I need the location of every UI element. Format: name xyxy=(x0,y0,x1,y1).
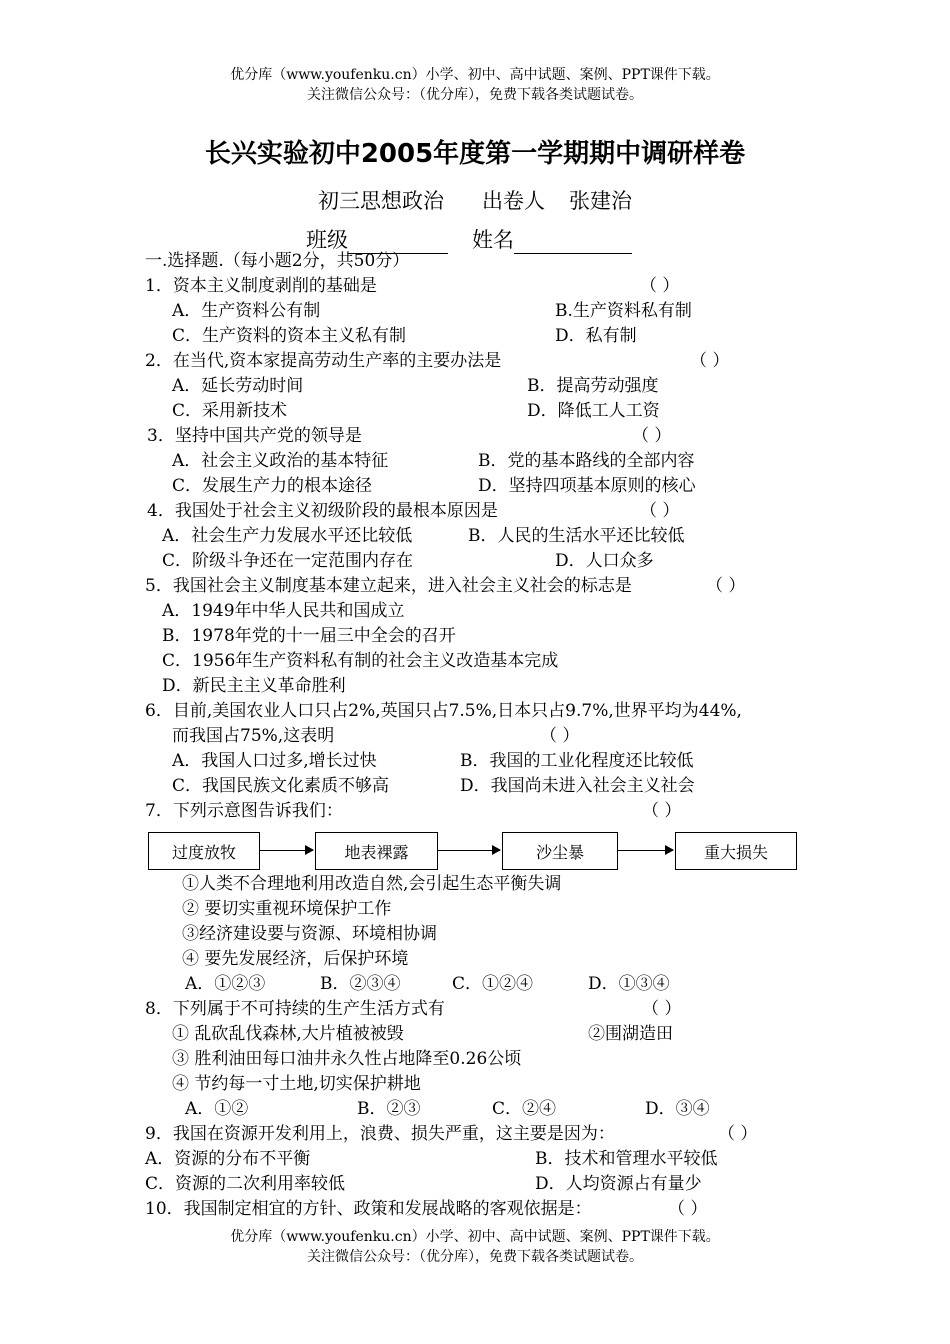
option: A．1949年中华人民共和国成立 xyxy=(162,601,405,621)
option: D．新民主主义革命胜利 xyxy=(162,676,346,696)
option: C．资源的二次利用率较低 xyxy=(145,1174,346,1194)
author-label: 出卷人 xyxy=(482,189,545,213)
option: D．③④ xyxy=(645,1099,710,1119)
statement-item: ③ 胜利油田每口油井永久性占地降至0.26公顷 xyxy=(172,1049,522,1069)
statement-item: ④ 要先发展经济，后保护环境 xyxy=(182,949,409,969)
option: D．人口众多 xyxy=(555,551,654,571)
question-stem: 7．下列示意图告诉我们： xyxy=(145,801,343,821)
answer-paren[interactable]: （ ） xyxy=(640,276,680,296)
option: C．1956年生产资料私有制的社会主义改造基本完成 xyxy=(162,651,559,671)
option: B.生产资料私有制 xyxy=(555,301,692,321)
answer-paren[interactable]: （ ） xyxy=(668,1199,708,1219)
option: B．技术和管理水平较低 xyxy=(535,1149,718,1169)
flow-box: 过度放牧 xyxy=(148,832,260,870)
question-stem: 8．下列属于不可持续的生产生活方式有 xyxy=(145,999,445,1019)
option: D．坚持四项基本原则的核心 xyxy=(478,476,696,496)
option: C．发展生产力的根本途径 xyxy=(172,476,373,496)
statement-item: ④ 节约每一寸土地,切实保护耕地 xyxy=(172,1074,421,1094)
option: C．采用新技术 xyxy=(172,401,288,421)
section-heading: 一.选择题.（每小题2分，共50分） xyxy=(145,251,410,271)
option: A．生产资料公有制 xyxy=(172,301,321,321)
question-stem: 2．在当代,资本家提高劳动生产率的主要办法是 xyxy=(145,351,502,371)
answer-paren[interactable]: （ ） xyxy=(642,801,682,821)
option: D．私有制 xyxy=(555,326,637,346)
option: B．提高劳动强度 xyxy=(527,376,659,396)
option: B．我国的工业化程度还比较低 xyxy=(460,751,694,771)
class-label: 班级 xyxy=(306,228,348,252)
answer-paren[interactable]: （ ） xyxy=(706,576,746,596)
page-title: 长兴实验初中2005年度第一学期期中调研样卷 xyxy=(204,139,746,169)
option: C．②④ xyxy=(492,1099,557,1119)
option: B．1978年党的十一届三中全会的召开 xyxy=(162,626,456,646)
option: A．我国人口过多,增长过快 xyxy=(172,751,377,771)
option: D．我国尚未进入社会主义社会 xyxy=(460,776,695,796)
arrow-icon xyxy=(259,850,313,851)
option: D．降低工人工资 xyxy=(527,401,660,421)
option: D．人均资源占有量少 xyxy=(535,1174,702,1194)
answer-paren[interactable]: （ ） xyxy=(718,1124,758,1144)
question-stem: 9．我国在资源开发利用上，浪费、损失严重，这主要是因为： xyxy=(145,1124,615,1144)
option: B．②③ xyxy=(357,1099,421,1119)
header-ad-line2: 关注微信公众号：（优分库），免费下载各类试题试卷。 xyxy=(307,87,643,103)
author: 张建治 xyxy=(569,189,632,213)
question-stem: 5．我国社会主义制度基本建立起来，进入社会主义社会的标志是 xyxy=(145,576,632,596)
option: A．资源的分布不平衡 xyxy=(145,1149,311,1169)
arrow-icon xyxy=(437,850,500,851)
answer-paren[interactable]: （ ） xyxy=(632,426,672,446)
flow-box: 地表裸露 xyxy=(315,832,438,870)
answer-paren[interactable]: （ ） xyxy=(690,351,730,371)
subject: 初三思想政治 xyxy=(318,189,444,213)
option: C．①②④ xyxy=(452,974,534,994)
question-stem: 3．坚持中国共产党的领导是 xyxy=(147,426,362,446)
option: B．党的基本路线的全部内容 xyxy=(478,451,695,471)
question-stem: 10．我国制定相宜的方针、政策和发展战略的客观依据是： xyxy=(145,1199,592,1219)
option: C．生产资料的资本主义私有制 xyxy=(172,326,407,346)
name-field[interactable] xyxy=(514,253,632,254)
footer-ad-line2: 关注微信公众号：（优分库），免费下载各类试题试卷。 xyxy=(307,1249,643,1265)
statement-item: ① 乱砍乱伐森林,大片植被被毁 xyxy=(172,1024,404,1044)
answer-paren[interactable]: （ ） xyxy=(540,726,580,746)
answer-paren[interactable]: （ ） xyxy=(640,501,680,521)
option: D．①③④ xyxy=(588,974,670,994)
option: B．②③④ xyxy=(320,974,401,994)
question-stem: 4．我国处于社会主义初级阶段的最根本原因是 xyxy=(147,501,498,521)
name-label: 姓名 xyxy=(472,228,514,252)
statement-item: ②围湖造田 xyxy=(588,1024,673,1044)
option: A．①②③ xyxy=(185,974,266,994)
flow-box: 重大损失 xyxy=(675,832,797,870)
flow-box: 沙尘暴 xyxy=(502,832,618,870)
subtitle xyxy=(0,185,950,215)
question-stem-continued: 而我国占75%,这表明 xyxy=(172,726,335,746)
option: A．社会主义政治的基本特征 xyxy=(172,451,389,471)
option: A．延长劳动时间 xyxy=(172,376,304,396)
arrow-icon xyxy=(617,850,673,851)
question-stem: 6．目前,美国农业人口只占2%,英国只占7.5%,日本只占9.7%,世界平均为44%, xyxy=(145,701,742,721)
statement-item: ③经济建设要与资源、环境相协调 xyxy=(182,924,437,944)
option: A．①② xyxy=(185,1099,249,1119)
header-ad-line1: 优分库（www.youfenku.cn）小学、初中、高中试题、案例、PPT课件下载。 xyxy=(230,67,720,83)
question-stem: 1．资本主义制度剥削的基础是 xyxy=(145,276,377,296)
option: C．阶级斗争还在一定范围内存在 xyxy=(162,551,414,571)
statement-item: ①人类不合理地利用改造自然,会引起生态平衡失调 xyxy=(182,874,562,894)
statement-item: ② 要切实重视环境保护工作 xyxy=(182,899,392,919)
option: B．人民的生活水平还比较低 xyxy=(468,526,685,546)
option: A．社会生产力发展水平还比较低 xyxy=(162,526,413,546)
footer-ad-line1: 优分库（www.youfenku.cn）小学、初中、高中试题、案例、PPT课件下载。 xyxy=(230,1229,720,1245)
answer-paren[interactable]: （ ） xyxy=(642,999,682,1019)
option: C．我国民族文化素质不够高 xyxy=(172,776,390,796)
